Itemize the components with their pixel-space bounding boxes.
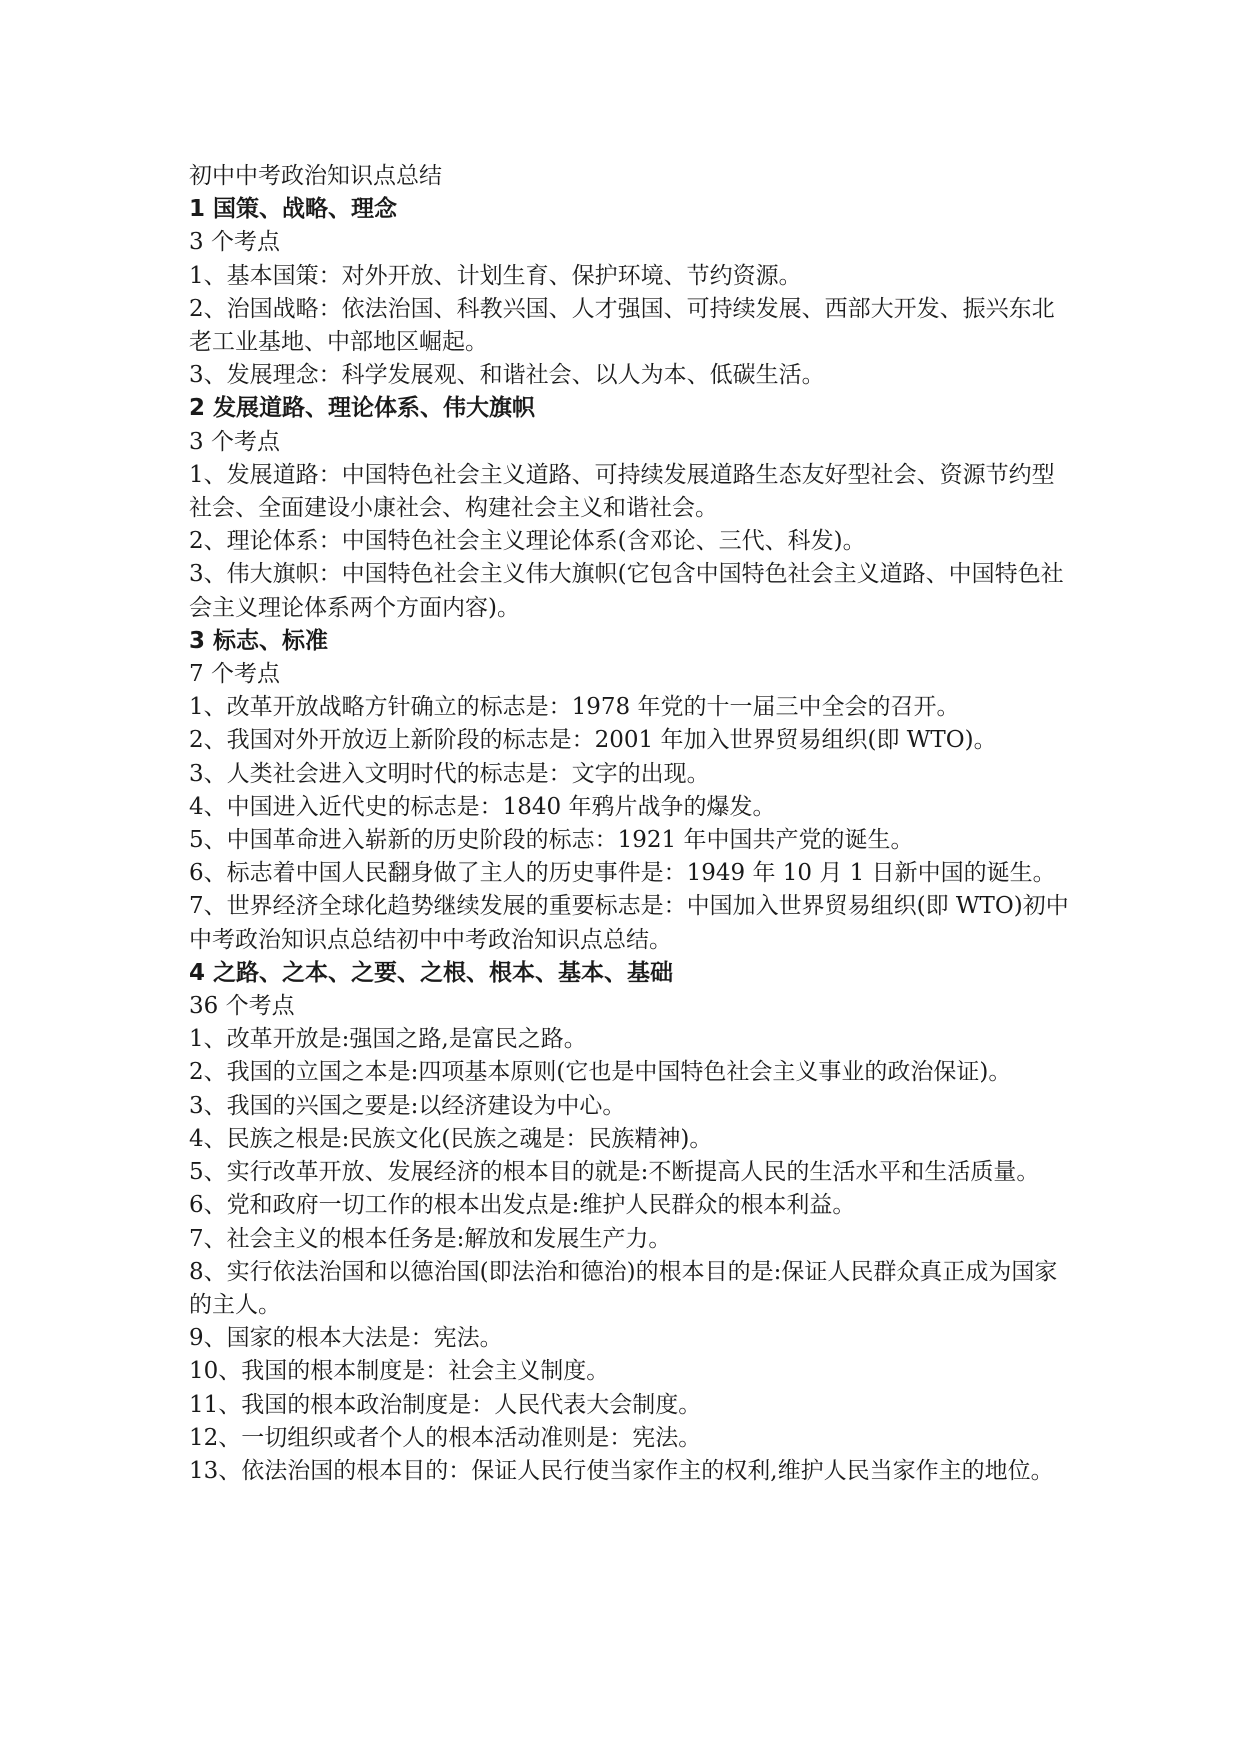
section-count: 3 个考点 (189, 229, 280, 256)
list-item: 4、中国进入近代史的标志是：1840 年鸦片战争的爆发。 (189, 793, 776, 820)
list-item: 1、改革开放战略方针确立的标志是：1978 年党的十一届三中全会的召开。 (189, 694, 960, 721)
list-item: 5、实行改革开放、发展经济的根本目的就是:不断提高人民的生活水平和生活质量。 (189, 1159, 1040, 1186)
list-item: 6、标志着中国人民翻身做了主人的历史事件是：1949 年 10 月 1 日新中国的诞生。 (189, 860, 1056, 887)
list-item: 7、社会主义的根本任务是:解放和发展生产力。 (189, 1225, 672, 1252)
list-item: 12、一切组织或者个人的根本活动准则是：宪法。 (189, 1424, 702, 1451)
list-item: 3、发展理念：科学发展观、和谐社会、以人为本、低碳生活。 (189, 362, 825, 389)
list-item: 2、理论体系：中国特色社会主义理论体系(含邓论、三代、科发)。 (189, 528, 866, 555)
section-heading: 4 之路、之本、之要、之根、根本、基本、基础 (189, 959, 674, 986)
section-count: 7 个考点 (189, 661, 280, 688)
list-item: 8、实行依法治国和以德治国(即法治和德治)的根本目的是:保证人民群众真正成为国家的主人。 (189, 1258, 1058, 1318)
list-item: 3、我国的兴国之要是:以经济建设为中心。 (189, 1092, 626, 1119)
list-item: 6、党和政府一切工作的根本出发点是:维护人民群众的根本利益。 (189, 1192, 856, 1219)
list-item: 2、治国战略：依法治国、科教兴国、人才强国、可持续发展、西部大开发、振兴东北老工业基地、中部地区崛起。 (189, 295, 1055, 356)
list-item: 5、中国革命进入崭新的历史阶段的标志：1921 年中国共产党的诞生。 (189, 827, 914, 854)
list-item: 10、我国的根本制度是：社会主义制度。 (189, 1358, 610, 1385)
list-item: 3、伟大旗帜：中国特色社会主义伟大旗帜(它包含中国特色社会主义道路、中国特色社会主义理论体系两个方面内容)。 (189, 561, 1064, 621)
section-count: 3 个考点 (189, 428, 280, 455)
list-item: 13、依法治国的根本目的：保证人民行使当家作主的权利,维护人民当家作主的地位。 (189, 1457, 1054, 1484)
section-heading: 3 标志、标准 (189, 627, 329, 654)
section-heading: 2 发展道路、理论体系、伟大旗帜 (189, 395, 536, 422)
section-count: 36 个考点 (189, 993, 295, 1020)
list-item: 9、国家的根本大法是：宪法。 (189, 1325, 503, 1352)
list-item: 1、基本国策：对外开放、计划生育、保护环境、节约资源。 (189, 262, 802, 289)
document-page (189, 160, 1069, 1488)
list-item: 3、人类社会进入文明时代的标志是：文字的出现。 (189, 760, 710, 787)
list-item: 1、发展道路：中国特色社会主义道路、可持续发展道路生态友好型社会、资源节约型社会、全面建设小康社会、构建社会主义和谐社会。 (189, 461, 1055, 522)
list-item: 4、民族之根是:民族文化(民族之魂是：民族精神)。 (189, 1125, 713, 1152)
list-item: 2、我国对外开放迈上新阶段的标志是：2001 年加入世界贸易组织(即 WTO)。 (189, 727, 997, 754)
list-item: 2、我国的立国之本是:四项基本原则(它也是中国特色社会主义事业的政治保证)。 (189, 1059, 1012, 1086)
list-item: 11、我国的根本政治制度是：人民代表大会制度。 (189, 1391, 702, 1418)
list-item: 7、世界经济全球化趋势继续发展的重要标志是：中国加入世界贸易组织(即 WTO)初中中考政治知识点总结初中中考政治知识点总结。 (189, 893, 1069, 953)
document-title: 初中中考政治知识点总结 (189, 163, 442, 189)
list-item: 1、改革开放是:强国之路,是富民之路。 (189, 1026, 587, 1053)
section-heading: 1 国策、战略、理念 (189, 196, 398, 223)
